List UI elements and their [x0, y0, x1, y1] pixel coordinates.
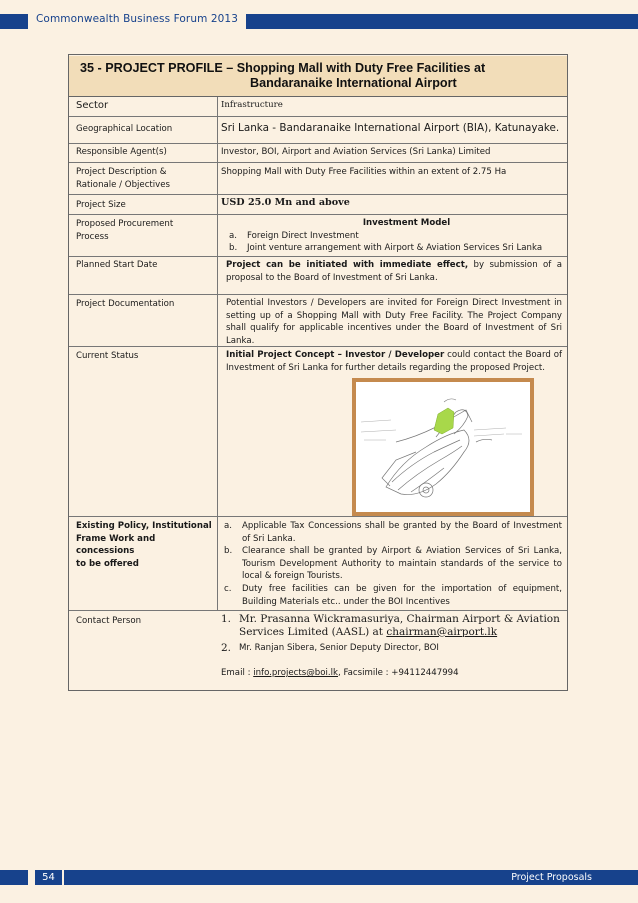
list-text: Joint venture arrangement with Airport & Aviation Services Sri Lanka [247, 243, 543, 254]
procurement-heading: Investment Model [362, 218, 451, 228]
agent-label: Responsible Agent(s) [76, 147, 167, 157]
contact-2-text: Mr. Ranjan Sibera, Senior Deputy Director, BOI [239, 643, 439, 653]
row-divider [69, 294, 567, 295]
list-text: Duty free facilities can be given for the importation of equipment, Building Materials etc.. under the BOI Incentives [242, 583, 562, 607]
contact-1-text [239, 613, 563, 639]
column-divider [217, 97, 218, 610]
list-marker: a. [229, 230, 237, 241]
size-label: Project Size [76, 200, 126, 210]
contact-item-2 [221, 642, 563, 655]
list-marker: 2. [221, 642, 232, 654]
status-value-bold: Initial Project Concept – Investor / Developer [226, 350, 445, 360]
description-label-line2: Rationale / Objectives [76, 179, 171, 190]
row-divider [69, 610, 567, 611]
row-divider [69, 116, 567, 117]
policy-label-line3: to be offered [76, 558, 139, 569]
status-value [226, 349, 562, 374]
contact-1-email-link[interactable]: chairman@airport.lk [386, 626, 498, 638]
row-divider [69, 256, 567, 257]
list-marker: a. [224, 521, 232, 531]
profile-title [80, 61, 550, 91]
start-label: Planned Start Date [76, 260, 158, 270]
row-divider [69, 162, 567, 163]
page-number: 54 [35, 870, 62, 885]
policy-item [224, 545, 562, 583]
description-value: Shopping Mall with Duty Free Facilities within an extent of 2.75 Ha [221, 167, 507, 177]
policy-label [76, 520, 216, 570]
procurement-item [221, 230, 562, 243]
procurement-label [76, 218, 214, 243]
policy-item [224, 520, 562, 545]
procurement-value [221, 217, 562, 255]
documentation-value: Potential Investors / Developers are invited for Foreign Direct Investment in setting up of a Shopping Mall with Duty Free Facility. The Project Company shall qualify for applicable incentives under the Board of Investment of Sri Lanka. [226, 298, 562, 346]
header-bar-left [0, 14, 28, 29]
policy-item [224, 583, 562, 608]
status-label: Current Status [76, 351, 139, 361]
row-divider [69, 143, 567, 144]
site-map [352, 378, 534, 516]
footer-bar-left [0, 870, 28, 885]
row-divider [69, 516, 567, 517]
location-value: Sri Lanka - Bandaranaike International Airport (BIA), Katunayake. [221, 122, 560, 134]
site-highlight-area [434, 408, 454, 434]
agent-value: Investor, BOI, Airport and Aviation Services (Sri Lanka) Limited [221, 147, 491, 157]
profile-title-line2: Bandaranaike International Airport [250, 76, 457, 90]
status-value-rest: could contact the Board of Investment of Sri Lanka for further details regarding the proposed Project. [226, 350, 563, 373]
documentation-label: Project Documentation [76, 299, 175, 309]
start-value-rest: by submission of a proposal to the Board of Investment of Sri Lanka. [226, 260, 563, 283]
list-marker: b. [229, 243, 238, 254]
start-value [226, 259, 562, 284]
site-map-drawing [356, 382, 530, 512]
start-value-bold: Project can be initiated with immediate effect, [226, 260, 469, 270]
header-title: Commonwealth Business Forum 2013 [36, 13, 238, 25]
list-text: Applicable Tax Concessions shall be granted by the Board of Investment of Sri Lanka. [242, 521, 562, 544]
contact-value [221, 613, 563, 680]
procurement-label-line1: Proposed Procurement [76, 219, 174, 229]
list-marker: 1. [221, 613, 232, 625]
policy-label-line2: Frame Work and concessions [76, 533, 156, 556]
list-text: Foreign Direct Investment [247, 230, 359, 241]
contact-email-link[interactable]: info.projects@boi.lk [253, 668, 338, 678]
location-label: Geographical Location [76, 124, 173, 134]
contact-1-name: Mr. Prasanna Wickramasuriya, Chairman Airport & Aviation Services Limited (AASL) at [239, 613, 560, 638]
row-divider [69, 194, 567, 195]
description-label-line1: Project Description & [76, 167, 167, 177]
footer-section-title: Project Proposals [511, 872, 592, 883]
sector-value: Infrastructure [221, 100, 283, 110]
profile-title-line1: 35 - PROJECT PROFILE – Shopping Mall with Duty Free Facilities at [80, 61, 486, 75]
email-prefix: Email : [221, 668, 254, 678]
procurement-item [221, 242, 562, 255]
list-marker: b. [224, 546, 233, 557]
list-text: Clearance shall be granted by Airport & Aviation Services of Sri Lanka, Tourism Development Authority to maintain standards of the service to local & foreign Tourists. [242, 546, 562, 582]
contact-item-1 [221, 613, 563, 639]
policy-value [224, 520, 562, 608]
fax-text: , Facsimile : +94112447994 [338, 668, 459, 678]
size-value: USD 25.0 Mn and above [221, 197, 350, 208]
policy-label-line1: Existing Policy, Institutional [76, 521, 212, 531]
list-marker: c. [224, 583, 232, 594]
contact-email-line [221, 667, 563, 680]
header-bar-right [246, 14, 638, 29]
procurement-label-line2: Process [76, 231, 109, 242]
sector-label: Sector [76, 100, 109, 111]
description-label [76, 166, 214, 191]
row-divider [69, 214, 567, 215]
contact-label: Contact Person [76, 616, 142, 626]
